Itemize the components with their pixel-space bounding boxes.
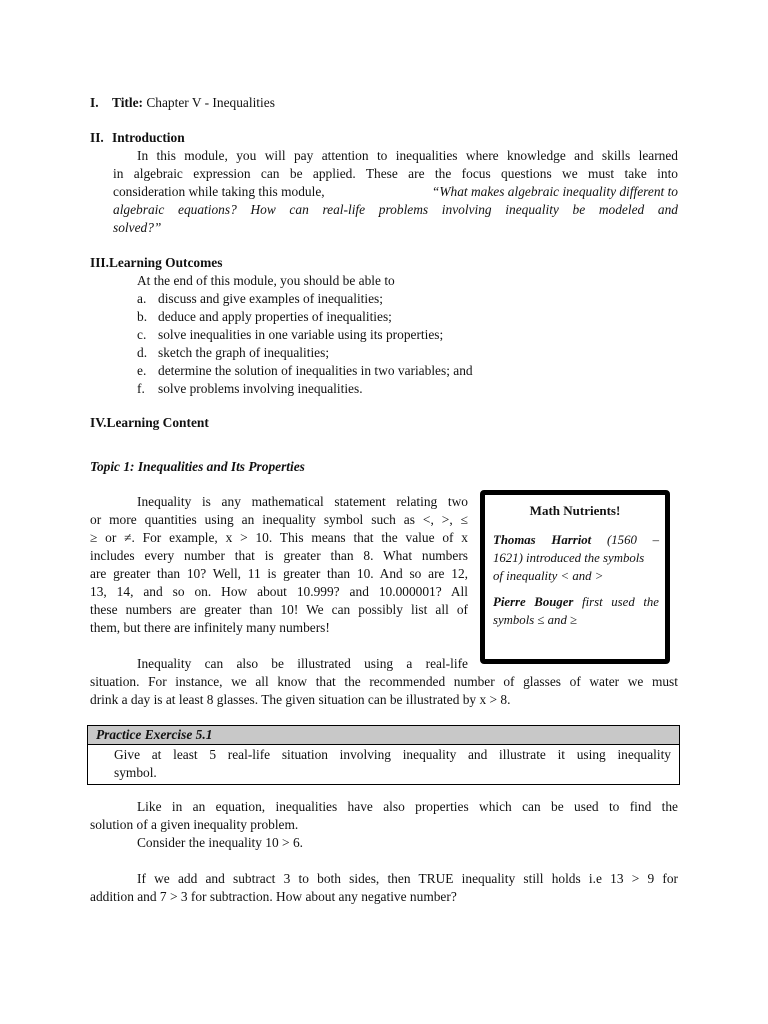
list-letter: f. — [137, 381, 145, 396]
properties-line: Consider the inequality 10 > 6. — [137, 835, 303, 850]
sidebar-text: (1560 – — [607, 533, 660, 547]
section-title — [90, 94, 275, 112]
sidebar-name: Pierre Bouger — [493, 595, 574, 609]
section-number: IV. — [90, 415, 107, 430]
topic-line: Inequality is any mathematical statement relating two — [137, 494, 468, 509]
list-text: determine the solution of inequalities in two variables; and — [158, 363, 473, 378]
list-text: deduce and apply properties of inequalities; — [158, 309, 392, 324]
practice-line: Give at least 5 real-life situation involving inequality and illustrate it using inequality — [114, 747, 671, 762]
section-content-heading — [90, 414, 209, 432]
list-letter: d. — [137, 345, 148, 360]
real-life-line: drink a day is at least 8 glasses. The given situation can be illustrated by x > 8. — [90, 692, 511, 707]
list-letter: a. — [137, 291, 147, 306]
section-label: Learning Outcomes — [108, 255, 223, 270]
topic-line: are greater than 10? Well, 11 is greater than 10. And so are 12, — [90, 566, 468, 581]
practice-exercise-box — [87, 725, 680, 785]
intro-line-text: consideration while taking this module, — [113, 184, 325, 199]
topic-line: them, but there are infinitely many numbers! — [90, 620, 330, 635]
section-label: Learning Content — [106, 415, 209, 430]
add-sub-line: If we add and subtract 3 to both sides, then TRUE inequality still holds i.e 13 > 9 for — [137, 871, 678, 886]
topic-line: these numbers are greater than 10! We can possibly list all of — [90, 602, 468, 617]
add-sub-line: addition and 7 > 3 for subtraction. How about any negative number? — [90, 889, 457, 904]
practice-exercise-header: Practice Exercise 5.1 — [88, 726, 679, 745]
math-nutrients-box — [480, 490, 670, 664]
sidebar-text: first used the — [582, 595, 659, 609]
sidebar-line: 1621) introduced the symbols — [493, 551, 645, 565]
practice-line: symbol. — [114, 765, 157, 780]
sidebar-line: symbols ≤ and ≥ — [493, 613, 578, 627]
section-outcomes-heading — [90, 254, 222, 272]
list-letter: c. — [137, 327, 147, 342]
focus-question: algebraic equations? How can real-life problems involving inequality be modeled and — [113, 202, 678, 217]
topic-line: ≥ or ≠. For example, x > 10. This means that the value of x — [90, 530, 468, 545]
list-letter: e. — [137, 363, 147, 378]
topic-line: or more quantities using an inequality symbol such as <, >, ≤ — [90, 512, 468, 527]
properties-line: solution of a given inequality problem. — [90, 817, 299, 832]
sidebar-line — [493, 593, 659, 611]
section-label: Title: — [112, 95, 143, 110]
intro-line: In this module, you will pay attention to inequalities where knowledge and skills learned — [137, 148, 678, 163]
outcomes-intro: At the end of this module, you should be able to — [137, 273, 395, 288]
sidebar-line — [493, 531, 659, 549]
properties-line: Like in an equation, inequalities have also properties which can be used to find the — [137, 799, 678, 814]
section-introduction-heading — [90, 129, 185, 147]
section-label: Introduction — [112, 130, 185, 145]
section-number: III. — [90, 255, 109, 270]
sidebar-name: Thomas Harriot — [493, 533, 592, 547]
list-text: solve inequalities in one variable using its properties; — [158, 327, 444, 342]
intro-line — [113, 183, 678, 201]
topic-line: includes every number that is greater than 8. What numbers — [90, 548, 468, 563]
chapter-title: Chapter V - Inequalities — [146, 95, 275, 110]
sidebar-line: of inequality < and > — [493, 569, 604, 583]
section-number: I. — [90, 95, 99, 110]
list-text: sketch the graph of inequalities; — [158, 345, 330, 360]
sidebar-harriot — [493, 531, 659, 585]
real-life-line: situation. For instance, we all know that the recommended number of glasses of water we must — [90, 674, 678, 689]
practice-exercise-body — [88, 745, 679, 784]
sidebar-bouger — [493, 593, 659, 629]
focus-question: solved?” — [113, 220, 162, 235]
outcomes-list — [0, 290, 768, 398]
topic-title: Topic 1: Inequalities and Its Properties — [90, 459, 305, 474]
intro-line: in algebraic expression can be applied. These are the focus questions we must take into — [113, 166, 678, 181]
list-text: solve problems involving inequalities. — [158, 381, 363, 396]
topic-line: 13, 14, and so on. How about 10.999? and 10.000001? All — [90, 584, 468, 599]
real-life-line: Inequality can also be illustrated using a real-life — [137, 656, 468, 671]
focus-question: “What makes algebraic inequality different to — [431, 184, 678, 199]
list-text: discuss and give examples of inequalities; — [158, 291, 383, 306]
list-letter: b. — [137, 309, 148, 324]
section-number: II. — [90, 130, 104, 145]
sidebar-title: Math Nutrients! — [529, 503, 621, 518]
